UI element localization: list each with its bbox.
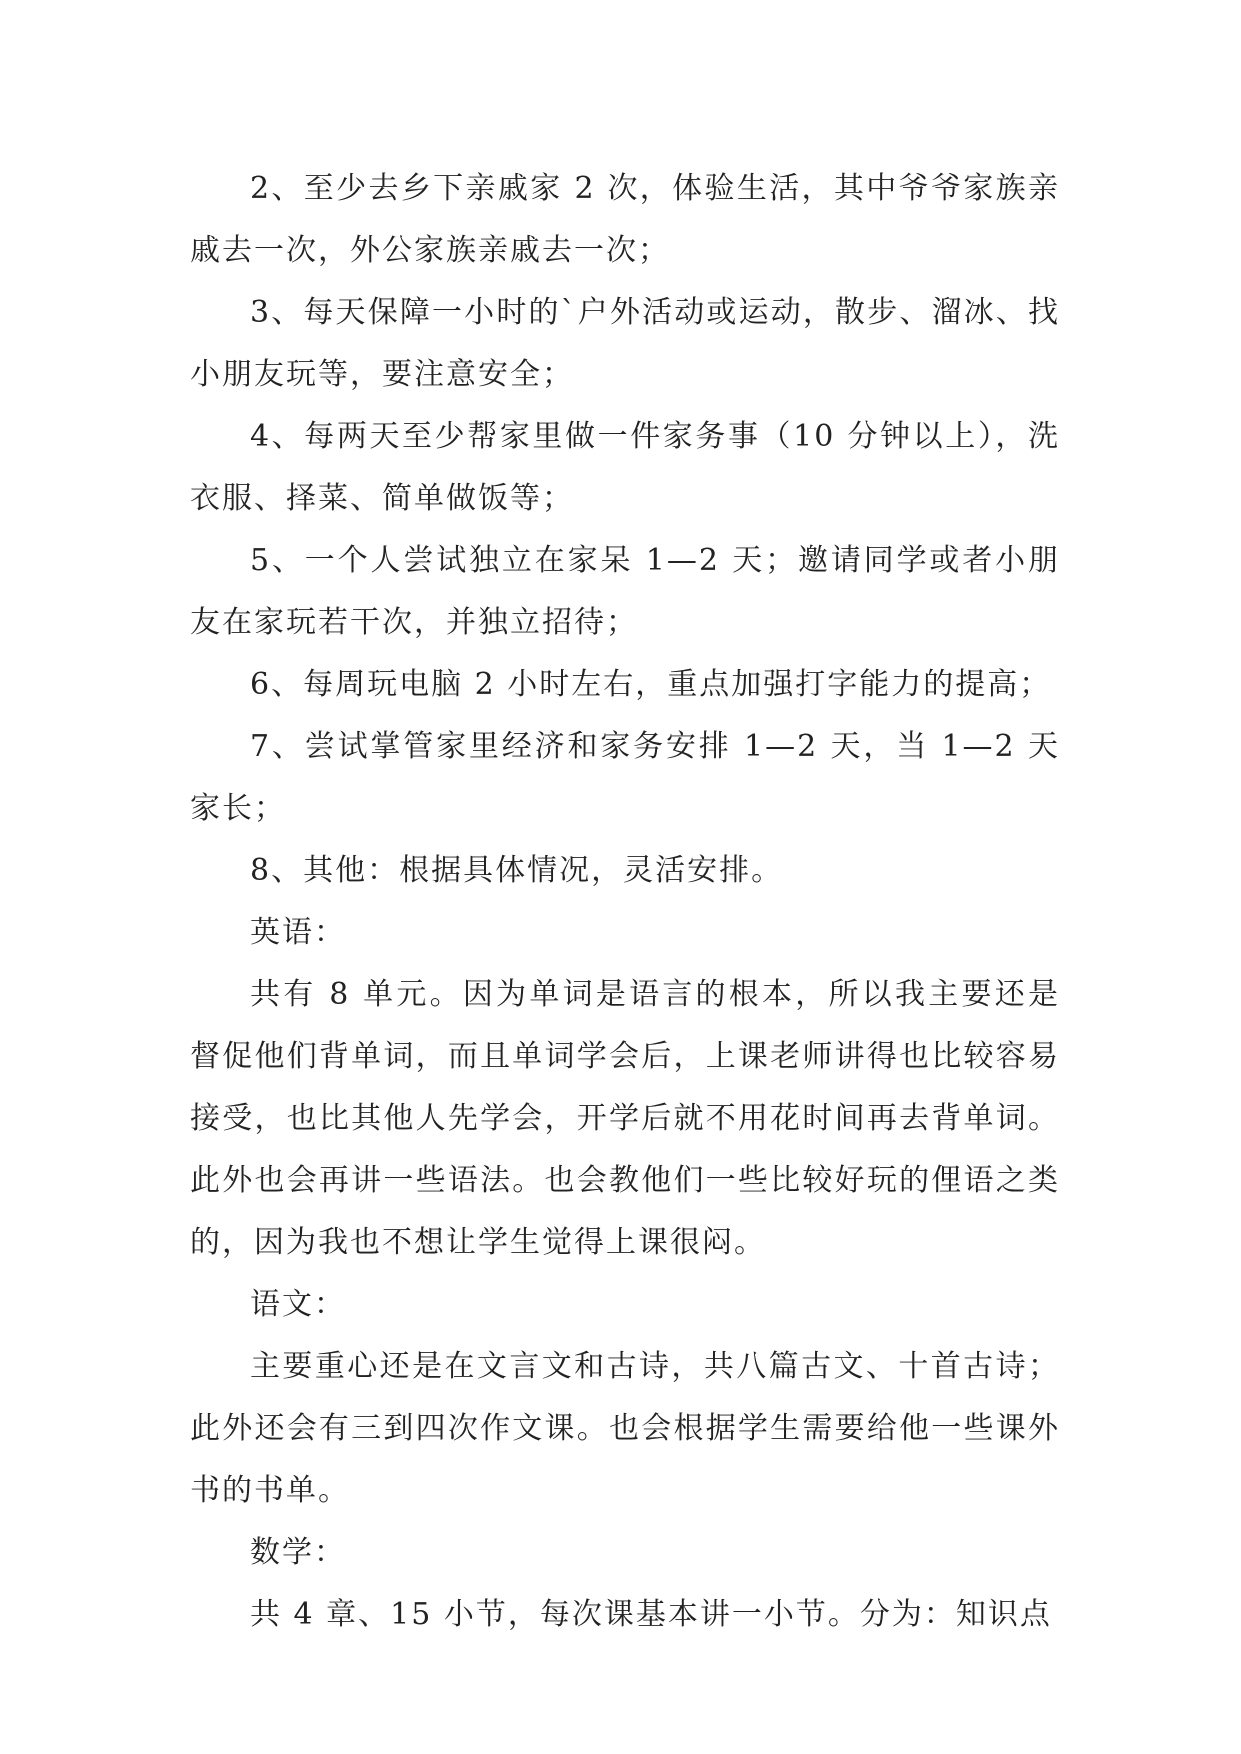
paragraph-item-5: 5、一个人尝试独立在家呆 1—2 天；邀请同学或者小朋友在家玩若干次，并独立招待； (190, 543, 1060, 640)
section-heading-chinese: 语文： (250, 1287, 346, 1322)
paragraph-item-3: 3、每天保障一小时的`户外活动或运动，散步、溜冰、找小朋友玩等，要注意安全； (190, 295, 1060, 392)
document-body (190, 158, 1060, 1646)
section-heading-english: 英语： (250, 915, 346, 950)
paragraph-item-8: 8、其他：根据具体情况，灵活安排。 (250, 853, 784, 888)
paragraph-item-2: 2、至少去乡下亲戚家 2 次，体验生活，其中爷爷家族亲戚去一次，外公家族亲戚去一次； (190, 171, 1060, 268)
section-heading-math: 数学： (250, 1535, 346, 1570)
paragraph-item-7: 7、尝试掌管家里经济和家务安排 1—2 天，当 1—2 天家长； (190, 729, 1060, 826)
english-plan-paragraph: 共有 8 单元。因为单词是语言的根本，所以我主要还是督促他们背单词，而且单词学会后，上课老师讲得也比较容易接受，也比其他人先学会，开学后就不用花时间再去背单词。此外也会再讲一些语法。也会教他们一些比较好玩的俚语之类的，因为我也不想让学生觉得上课很闷。 (190, 977, 1060, 1260)
paragraph-item-6: 6、每周玩电脑 2 小时左右，重点加强打字能力的提高； (250, 667, 1052, 702)
math-plan-paragraph: 共 4 章、15 小节，每次课基本讲一小节。分为：知识点 (250, 1597, 1052, 1632)
paragraph-item-4: 4、每两天至少帮家里做一件家务事（10 分钟以上），洗衣服、择菜、简单做饭等； (190, 419, 1060, 516)
chinese-plan-paragraph: 主要重心还是在文言文和古诗，共八篇古文、十首古诗；此外还会有三到四次作文课。也会根据学生需要给他一些课外书的书单。 (190, 1349, 1060, 1508)
